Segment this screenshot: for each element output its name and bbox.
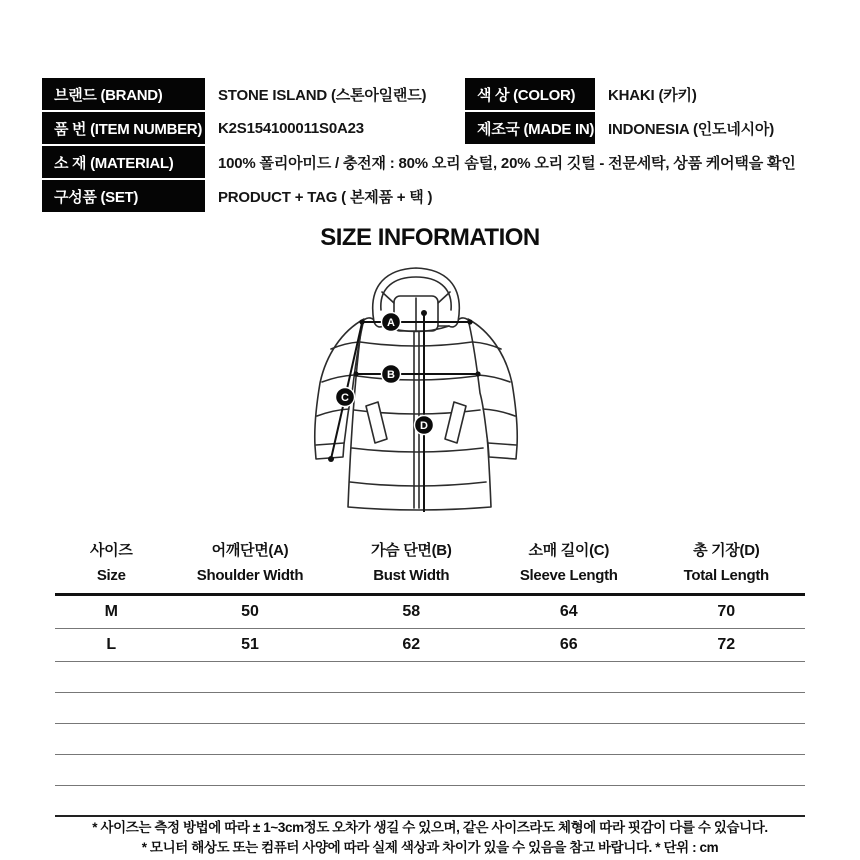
size-table-header bbox=[55, 538, 805, 596]
badge-d-letter: D bbox=[420, 420, 428, 432]
spec-row-brand-color bbox=[42, 78, 818, 110]
spec-value-item-number: K2S154100011S0A23 bbox=[218, 119, 364, 137]
spec-row-material bbox=[42, 146, 818, 178]
size-m-shoulder: 50 bbox=[241, 603, 259, 620]
size-l-shoulder: 51 bbox=[241, 636, 259, 653]
spec-label-item-number: 품 번 (ITEM NUMBER) bbox=[42, 112, 205, 144]
spec-value-material: 100% 폴리아미드 / 충전재 : 80% 오리 솜털, 20% 오리 깃털 - 전문세탁, 상품 케어택을 확인 bbox=[218, 154, 796, 172]
size-m-bust: 58 bbox=[402, 603, 421, 620]
footer-note-size-tolerance: * 사이즈는 측정 방법에 따라 ± 1~3cm정도 오차가 생길 수 있으며, 같은 사이즈라도 체형에 따라 핏감이 다를 수 있습니다. bbox=[92, 820, 768, 835]
size-row-l bbox=[55, 629, 805, 662]
size-row-empty bbox=[55, 786, 805, 817]
header-shoulder-width: 어깨단면(A) Shoulder Width bbox=[196, 542, 304, 584]
spec-label-material: 소 재 (MATERIAL) bbox=[42, 146, 205, 178]
spec-value-made-in: INDONESIA (인도네시아) bbox=[608, 120, 774, 138]
footer-notes bbox=[0, 818, 860, 858]
header-bust-width: 가슴 단면(B) Bust Width bbox=[370, 542, 452, 584]
badge-c-letter: C bbox=[341, 392, 349, 404]
size-l-sleeve: 66 bbox=[559, 636, 578, 653]
size-row-m bbox=[55, 596, 805, 629]
size-information-title: SIZE INFORMATION bbox=[320, 224, 540, 251]
spec-row-itemnumber-madein bbox=[42, 112, 818, 144]
size-l-length: 72 bbox=[717, 636, 736, 653]
spec-row-set bbox=[42, 180, 818, 212]
jacket-line-drawing-svg bbox=[288, 256, 578, 536]
size-l-bust: 62 bbox=[402, 636, 421, 653]
size-row-empty bbox=[55, 693, 805, 724]
spec-label-color: 색 상 (COLOR) bbox=[465, 78, 595, 110]
badge-b-letter: B bbox=[387, 369, 395, 381]
product-spec-table bbox=[42, 78, 818, 214]
spec-label-made-in: 제조국 (MADE IN) bbox=[465, 112, 595, 144]
spec-label-set: 구성품 (SET) bbox=[42, 180, 205, 212]
spec-label-brand: 브랜드 (BRAND) bbox=[42, 78, 205, 110]
jacket-measurement-diagram bbox=[288, 256, 578, 536]
header-sleeve-length: 소매 길이(C) Sleeve Length bbox=[519, 542, 618, 584]
size-m-sleeve: 64 bbox=[559, 603, 578, 620]
spec-value-color: KHAKI (카키) bbox=[608, 86, 697, 104]
header-size: 사이즈 Size bbox=[89, 542, 133, 584]
spec-value-brand: STONE ISLAND (스톤아일랜드) bbox=[218, 86, 427, 104]
size-l-label: L bbox=[106, 636, 117, 653]
header-total-length: 총 기장(D) Total Length bbox=[683, 542, 769, 584]
badge-a-letter: A bbox=[387, 317, 395, 329]
size-m-label: M bbox=[104, 603, 118, 620]
spec-value-set: PRODUCT + TAG ( 본제품 + 택 ) bbox=[218, 188, 433, 206]
size-row-empty bbox=[55, 662, 805, 693]
footer-note-monitor-unit: * 모니터 해상도 또는 컴퓨터 사양에 따라 실제 색상과 차이가 있을 수 있음을 참고 바랍니다. * 단위 : cm bbox=[141, 840, 719, 855]
size-table bbox=[55, 538, 805, 817]
size-row-empty bbox=[55, 724, 805, 755]
size-row-empty bbox=[55, 755, 805, 786]
size-m-length: 70 bbox=[717, 603, 736, 620]
